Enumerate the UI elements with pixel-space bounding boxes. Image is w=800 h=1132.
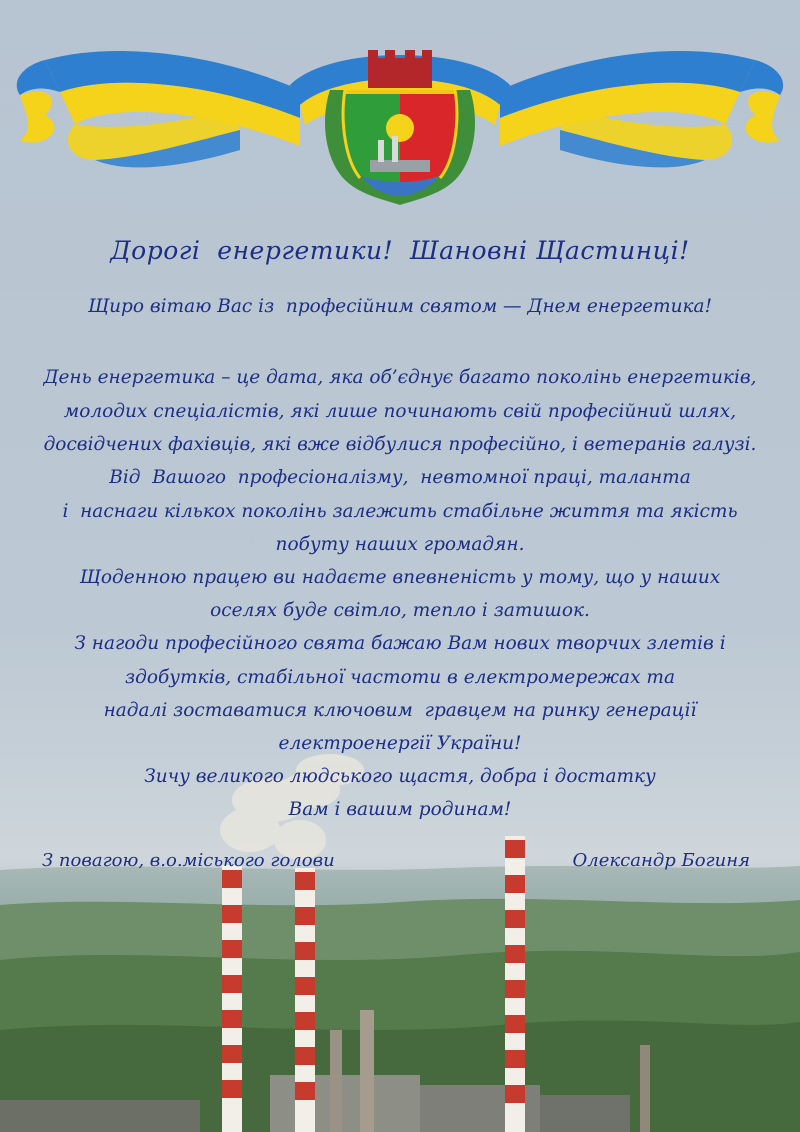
body-line: Зичу великого людського щастя, добра і достатку (144, 766, 656, 787)
body-line: надалі зоставатися ключовим гравцем на ринку генерації (103, 700, 697, 721)
body-line: молодих спеціалістів, які лише починають свій професійний шлях, (63, 401, 737, 422)
greeting-line: Щиро вітаю Вас із професійним святом — Днем енергетика! (87, 296, 713, 317)
body-line: Щоденною працею ви надаєте впевненість у тому, що у наших (79, 567, 721, 588)
signature-name: Олександр Богиня (572, 850, 750, 871)
body-line: здобутків, стабільної частоти в електромережах та (125, 667, 675, 688)
body-line: Від Вашого професіоналізму, невтомної праці, таланта (109, 467, 691, 488)
signature-position: З повагою, в.о.міського голови (42, 850, 335, 871)
body-line: Вам і вашим родинам! (288, 799, 512, 820)
body-line: і наснаги кількох поколінь залежить стабільне життя та якість (62, 501, 738, 522)
body-line: З нагоди професійного свята бажаю Вам нових творчих злетів і (74, 633, 726, 654)
body-line: побуту наших громадян. (275, 534, 525, 555)
body-line: оселях буде світло, тепло і затишок. (210, 600, 590, 621)
body-line: День енергетика – це дата, яка об’єднує багато поколінь енергетиків, (43, 367, 757, 388)
body-line: електроенергії України! (278, 733, 522, 754)
body-line: досвідчених фахівців, які вже відбулися професійно, і ветеранів галузі. (43, 434, 757, 455)
letter-title: Дорогі енергетики! Шановні Щастинці! (110, 236, 690, 265)
